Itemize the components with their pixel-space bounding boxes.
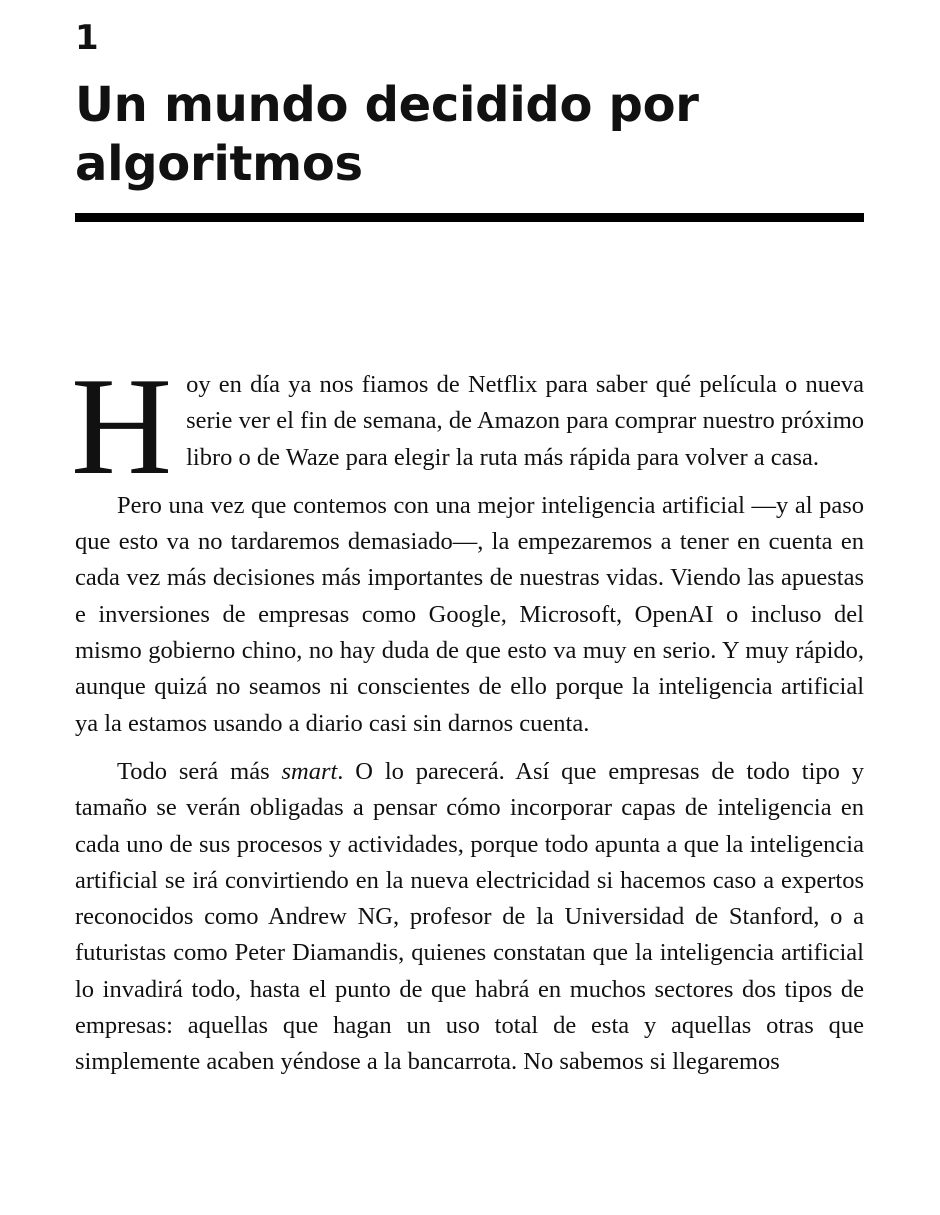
chapter-title: Un mundo decidido por algoritmos	[75, 77, 699, 192]
paragraph-3-text: . O lo parecerá. Así que empresas de todo tipo y tamaño se verán obligadas a pensar cómo incorporar capas de inteligencia en cada uno de sus procesos y actividades, porque todo apunta a que la inteligencia artificial se irá convirtiendo en la nueva electricidad si hacemos caso a expertos reconocidos como Andrew NG, profesor de la Universidad de Stanford, o a futuristas como Peter Diamandis, quienes constatan que la inteligencia artificial lo invadirá todo, hasta el punto de que habrá en muchos sectores dos tipos de empresas: aquellas que hagan un uso total de esta y aquellas otras que simplemente acaben yéndose a la bancarrota. No sabemos si llegaremos	[75, 757, 864, 1076]
paragraph-2	[75, 488, 864, 742]
paragraph-3	[75, 754, 864, 1081]
chapter-number: 1	[75, 18, 100, 58]
paragraph-1	[71, 349, 864, 504]
paragraph-3-italic: smart	[281, 757, 338, 785]
drop-cap: H	[71, 349, 173, 504]
paragraph-3-lead: Todo será más	[117, 757, 282, 785]
paragraph-1-text: oy en día ya nos fiamos de Netflix para saber qué película o nueva serie ver el fin de semana, de Amazon para comprar nuestro próximo libro o de Waze para elegir la ruta más rápida para volver a casa.	[186, 371, 864, 471]
body-text	[71, 349, 864, 1093]
title-rule	[75, 213, 864, 222]
paragraph-2-text: Pero una vez que contemos con una mejor inteligencia artificial —y al paso que esto va no tardaremos demasiado—, la empezaremos a tener en cuenta en cada vez más decisiones más importantes de nuestras vidas. Viendo las apuestas e inversiones de empresas como Google, Microsoft, OpenAI o incluso del mismo gobierno chino, no hay duda de que esto va muy en serio. Y muy rápido, aunque quizá no seamos ni conscientes de ello porque la inteligencia artificial ya la estamos usando a diario casi sin darnos cuenta.	[75, 491, 864, 737]
